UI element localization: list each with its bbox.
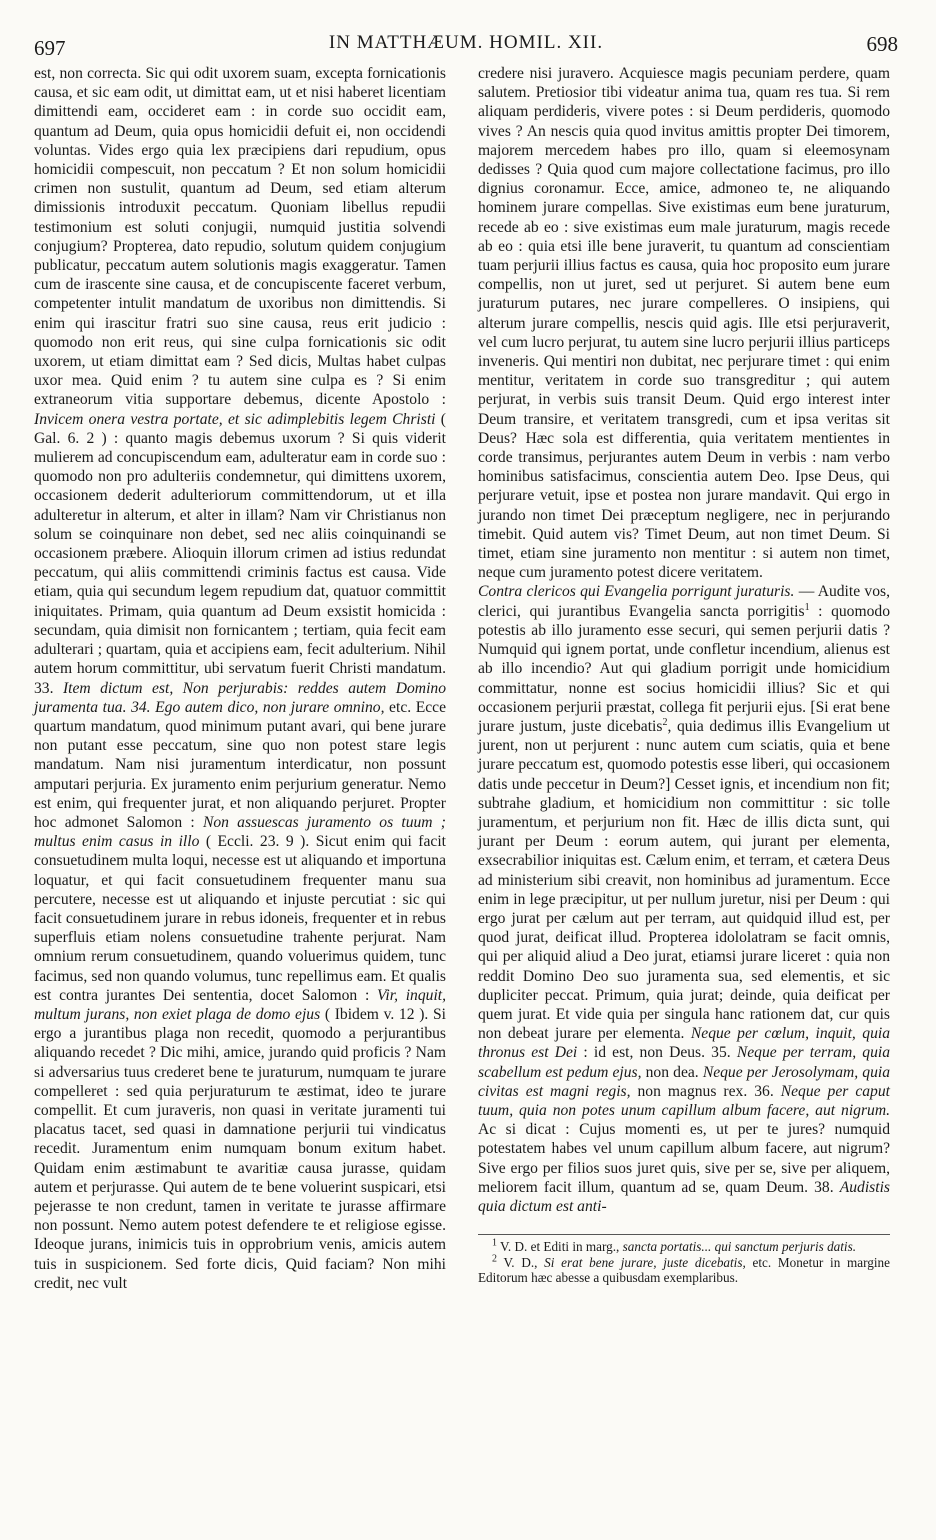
text-run: etc. Ecce quartum mandatum, quod minimum putant avari, qui bene jurare non putant esse peccatum, sine quo non potest stare legis mandatum. Nam nisi juramentum interdicatur, non possunt amputari perjuria. Ex juramento enim perjurium generatur. Nemo est enim, qui frequenter jurat, et non aliquando perjuret. Propter hoc admonet Salomon : — [34, 698, 446, 831]
text-run: Sicut enim qui facit consuetudinem multa loqui, necesse est ut aliquando et importuna loquatur, et qui facit consuetudinem frequenter manu sua percutere, necesse est ut aliquando et injuste percutiat : sic qui facit consuetudinem jurare in rebus idoneis, frequenter et in rebus superfluis etiam nolens consuetudine trahente perjurat. Nam omnium rerum consuetudinem, quando voluerimus quidem, tunc facimus, sed non quando volumus, tunc repellimus eam. Et qualis est contra jurantes Dei sententia, docet Salomon : — [34, 833, 446, 1004]
scripture-quote: Neque per Jerosolymam, quia civitas est magni regis, — [478, 1063, 890, 1100]
footnote-marker: 1 — [804, 601, 810, 613]
text-run: : id est, non Deus. 35. — [577, 1044, 737, 1062]
footnote-variant: sancta portatis... qui sanctum perjuris datis. — [622, 1239, 857, 1255]
text-run: Si ergo a jurantibus plaga non recedit, quomodo a perjurantibus aliquando recedet ? Dic mihi, amice, jurando quid proficis ? Nam si adversarius tuus crederet bene te juraturum, numquam te jurare compelleret : sed quia perjuraturum te æstimat, ideo te jurare compellit. Et cum juraveris, non quasi in veritate juramenti tui placatus tacet, sed quasi in damnatione perjurii tui vindicatus recedit. Juramentum enim numquam bonum exitum habet. Quidam enim æstimabunt te avaritiæ causa jurasse, quidam autem et perjurasse. Qui autem de te bene voluerint suspicari, etsi pejerasse te non credunt, tamen in veritate te jurasse affirmare non possunt. Nemo autem potest defendere te et religiose egisse. Ideoque jurans, inimicis tuis in opprobrium venis, amicis autem tuis in suspicionem. Sed forte dicis, Quid faciam? Non mihi credit, nec vult — [34, 1005, 446, 1292]
text-run: est, non correcta. Sic qui odit uxorem suam, excepta fornicationis causa, et sic eam odit, ut dimittat eam, ut et nisi haberet licentiam dimittendi eam, occideret eam : in corde suo occidit eam, quantum ad Deum, quia opus homicidii defuit ei, non occidendi voluntas. Vides ergo quia lex præcipiens dari repudium, opus homicidii compescuit, non peccatum ? Et non solum homicidii crimen non sustulit, quantum ad Deum, sed etiam alterum dimissionis introduxit peccatum. Quoniam libellus repudii testimonium est soluti conjugii, numquid justitia solvendi conjugium? Propterea, dato repudio, solutum quidem conjugium publicatur, peccatum autem solutionis magis exaggeratur. Tamen cum de irascente sine causa, et de concupiscente faceret verbum, competenter intulit mandatum de uxoribus non dimittendis. Si enim qui irascitur fratri suo sine causa, reus erit judicio : quomodo non erit reus, qui sine culpa fornicationis sic odit uxorem, ut etiam dimittat eam ? Sed dicis, Multas habet culpas uxor mea. Quid enim ? tu autem sine culpa es ? Si enim extraneorum vitia supportare debemus, dicente Apostolo : — [34, 65, 446, 409]
scripture-quote: Non assuescas juramento os tuum ; multus enim casus in illo — [34, 813, 446, 851]
footnote-2 — [478, 1255, 890, 1286]
right-column-paragraph-1: credere nisi juravero. Acquiesce magis pecuniam perdere, quam salutem. Pretiosior tibi videatur anima tua, quam res tua. Si rem aliquam perdideris, vivere potes : si Deum perdideris, quomodo vives ? An nescis quia quod invitus amittis propter Dei timorem, majorem mercedem habes pro illo, quam si eleemosynam dedisses ? Quia quod cum majore collectatione facimus, pro illo dignius coronamur. Ecce, amice, admoneo te, ne aliquando hominem jurare compellas. Sive existimas eum bene juraturum, recede ab eo : sive existimas eum male juraturum, magis recede ab eo : quia etsi ille bene juraverit, tu quantum ad conscientiam tuam perjurii illius factus es causa, quia hoc proposito eum jurare compellis, non ut juret, sed ut perjuret. Si autem bene eum juraturum putares, nec jurare compelleres. O insipiens, qui alterum jurare compellis, nescis quid agis. Ille etsi perjuraverit, vel cum lucro perjurat, tu autem sine lucro perjurii illius particeps inveneris. Qui mentiri non dubitat, nec perjurare timet : qui enim mentitur, veritatem in corde suo transgreditur ; qui autem perjurat, in verbis suis transit Deum. Quid ergo interest inter Deum transire, et veritatem transgredi, cum et ipsa veritas sit Deus? Hæc sola est differentia, quia veritatem mentientes in corde transimus, perjurantes autem Deum in verbis : nam verbo hominibus satisfacimus, conscientia autem Deo. Ipse Deus, qui perjurare vetuit, ipse et postea non jurare mandavit. Qui ergo in jurando non timet Dei præceptum negligere, nec in perjurando timebit. Quid autem vis? Timet Deum, aut non timet Deum. Si timet, etiam sine juramento non mentitur : si autem non timet, neque cum juramento potest dicere veritatem. — [478, 65, 890, 582]
footnote-text: V. D., — [497, 1254, 545, 1270]
footnote-divider — [478, 1234, 890, 1235]
footnote-number: 1 — [492, 1237, 497, 1249]
text-run: non magnus rex. 36. — [630, 1082, 781, 1100]
footnote-text: V. D. et Editi in marg., — [497, 1239, 623, 1255]
citation: ( Ibidem v. 12 ). — [320, 1005, 433, 1023]
footnote-text: etc. Monetur in margine Editorum hæc abesse a quibusdam exemplaribus. — [478, 1254, 890, 1286]
left-column — [34, 64, 446, 1293]
text-run: — Audite vos, clerici, qui jurantibus Evangelia sancta porrigitis — [478, 583, 890, 620]
scripture-quote: Neque per cœlum, inquit, quia thronus est Dei — [478, 1025, 890, 1062]
scripture-quote: Neque per caput tuum, quia non potes unum capillum album facere, aut nigrum. — [478, 1082, 890, 1119]
right-column-paragraph-2 — [478, 582, 890, 1216]
scripture-quote: Vir, inquit, multum jurans, non exiet plaga de domo ejus — [34, 986, 447, 1023]
scripture-quote: Neque per terram, quia scabellum est pedum ejus, — [478, 1044, 891, 1081]
text-run: , quia dedimus illis Evangelium ut jurent, non ut perjurent : nunc autem cum sciatis, quia et bene jurare peccatum est, quomodo potestis esse liberi, qui occasionem datis unde peccetur in Deum?] Cesset ignis, et incendium non fit; subtrahe gladium, et homicidium non committitur : sic tolle juramentum, et perjurium non fit. Hæc de illis dicta sunt, qui jurant per Deum : eorum autem, qui jurant per elementa, exsecrabilior iniquitas est. Cælum enim, et terram, et cætera Deus ad ministerium sibi creavit, non hominibus ad juramentum. Ecce enim in lege præcipitur, ut per nullum juretur, nisi per Deum : qui ergo jurat per cælum aut per terram, aut quidquid illud est, per quod jurat, deificat illud. Propterea idololatram se facit omnis, qui per aliquid aliud a Deo jurat, etiamsi jurare liceret : quia non reddit Domino Deo suo juramenta sua, sed elementis, et sic dupliciter peccat. Primum, quia jurat; deinde, quia deificat per quem jurat. Et vide quia per singula hanc rationem dat, cur quis non debeat jurare per elementa. — [478, 717, 890, 1043]
footnote-number: 2 — [492, 1253, 497, 1265]
page-number-right: 698 — [866, 32, 898, 56]
text-run: non dea. — [641, 1063, 703, 1081]
page-number-left: 697 — [34, 36, 66, 60]
scripture-quote: Item dictum est, Non perjurabis: reddes autem Domino juramenta tua. 34. Ego autem dico, non jurare omnino, — [34, 679, 446, 716]
scripture-quote: Audistis quia dictum est anti- — [478, 1178, 890, 1215]
section-heading: Contra clericos qui Evangelia porrigunt juraturis. — [478, 583, 795, 601]
running-title: IN MATTHÆUM. HOMIL. XII. — [328, 32, 604, 53]
left-column-text — [34, 64, 446, 1293]
footnote-variant: Si erat bene jurare, juste dicebatis, — [544, 1254, 746, 1270]
footnote-1 — [478, 1239, 890, 1255]
citation: ( Eccli. 23. 9 ). — [199, 833, 316, 851]
citation: ( Gal. 6. 2 ) : — [34, 410, 447, 447]
right-column — [478, 64, 890, 1286]
scripture-quote: Invicem onera vestra portate, et sic adimplebitis legem Christi — [34, 410, 436, 428]
footnotes — [478, 1228, 890, 1286]
text-run: Ac si dicat : Cujus momenti es, ut per te jures? numquid potestatem habes vel unum capillum album facere, aut nigrum? Sive ergo per filios suos juret quis, sive per se, sive per aliquem, meliorem facit illum, quantum ad se, quam Deum. 38. — [478, 1121, 890, 1196]
running-header — [34, 30, 898, 60]
footnote-marker: 2 — [662, 716, 668, 728]
text-run: : quomodo potestis ab illo juramento esse securi, qui semen perjurii datis ? Numquid qui ignem portat, unde confletur incendium, alienus est ab illo incendio? Aut qui gladium porrigit unde homicidium committatur, nonne est socius homicidii illius? Sic et qui occasionem perjurii præstat, collega fit perjurii ejus. [Si erat bene jurare justum, juste dicebatis — [478, 602, 890, 735]
text-run: quanto magis debemus uxorum ? Si quis viderit mulierem ad concupiscendum eam, adulteratur eam in corde suo : quomodo non pro adulteriis condemnetur, qui dimittens uxorem, occasionem dederit adulteriorum committendorum, ut et illa adulteretur in alterum, et alter in illam? Nam vir Christianus non solum se coinquinare non debet, sed nec aliis coinquinandi se occasionem præbere. Alioquin illorum crimen ad istius redundat peccatum, qui aliis committendi criminis factus est causa. Vide etiam, quia qui secundum legem repudium dat, quatuor committit iniquitates. Primam, quia quantum ad Deum exsistit homicida : secundam, quia dimisit non fornicantem ; tertiam, quia fecit eam adulterari ; quartam, quia et accipiens eam, fecit adulterium. Nihil autem horum committitur, ubi servatum fuerit Christi mandatum. 33. — [34, 429, 446, 697]
